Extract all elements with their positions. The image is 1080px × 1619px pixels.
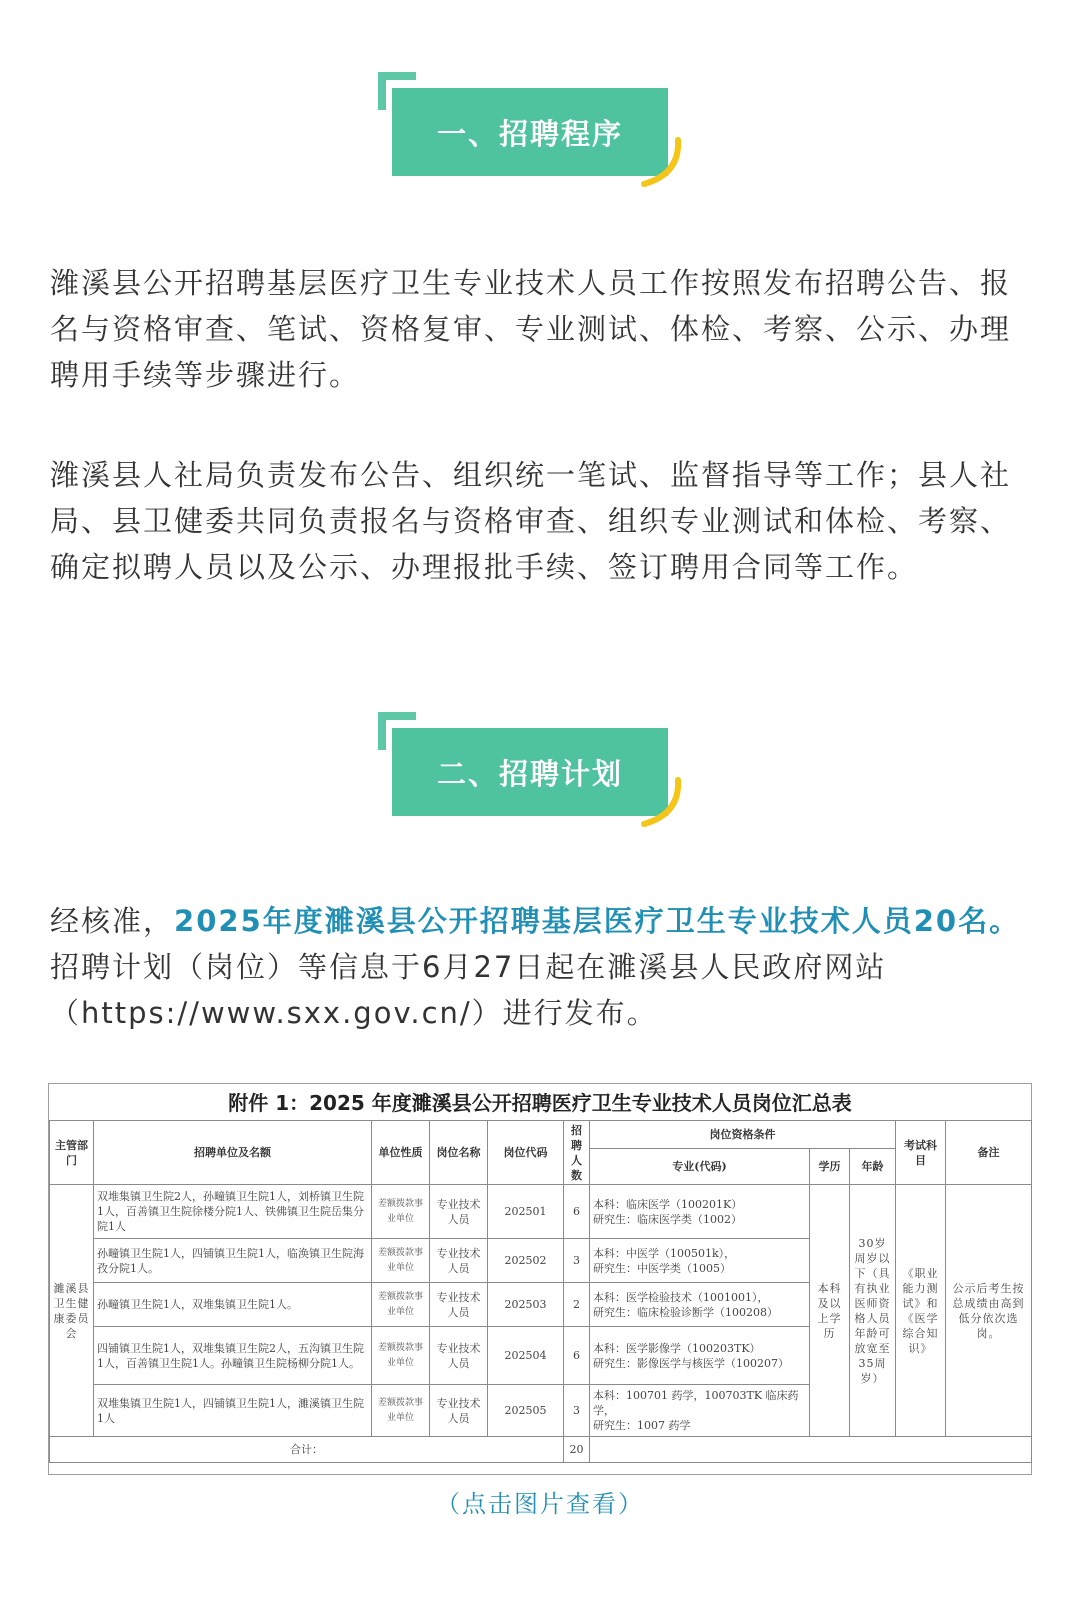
code-cell: 202501 — [488, 1185, 564, 1239]
nature-cell: 差额拨款事业单位 — [372, 1185, 430, 1239]
header-dept: 主管部门 — [50, 1121, 94, 1185]
paragraph-procedure: 潍溪县公开招聘基层医疗卫生专业技术人员工作按照发布招聘公告、报名与资格审查、笔试、资格复审、专业测试、体检、考察、公示、办理聘用手续等步骤进行。 — [50, 266, 1012, 392]
nature-cell: 差额拨款事业单位 — [372, 1327, 430, 1385]
table-title: 附件 1：2025 年度濉溪县公开招聘医疗卫生专业技术人员岗位汇总表 — [228, 1091, 852, 1115]
post-cell: 专业技术人员 — [430, 1239, 488, 1283]
post-cell: 专业技术人员 — [430, 1283, 488, 1327]
code-cell: 202502 — [488, 1239, 564, 1283]
post-cell: 专业技术人员 — [430, 1185, 488, 1239]
header-major: 专业(代码) — [590, 1149, 810, 1185]
note-cell: 公示后考生按总成绩由高到低分依次选岗。 — [946, 1185, 1032, 1437]
section-badge-2 — [378, 712, 698, 832]
plan-prefix: 经核准， — [50, 904, 175, 938]
nature-cell: 差额拨款事业单位 — [372, 1239, 430, 1283]
header-edu: 学历 — [810, 1149, 850, 1185]
age-cell: 30岁周岁以下（具有执业医师资格人员年龄可放宽至35周岁） — [850, 1185, 896, 1437]
header-age: 年龄 — [850, 1149, 896, 1185]
table-row — [50, 1185, 1032, 1239]
plan-highlight: 2025年度濉溪县公开招聘基层医疗卫生专业技术人员20名。 — [174, 904, 1021, 938]
header-exam: 考试科目 — [896, 1121, 946, 1185]
unit-cell: 孙疃镇卫生院1人，四铺镇卫生院1人，临涣镇卫生院海孜分院1人。 — [94, 1239, 372, 1283]
edu-cell: 本科及以上学历 — [810, 1185, 850, 1437]
count-cell: 6 — [564, 1327, 590, 1385]
unit-cell: 孙疃镇卫生院1人，双堆集镇卫生院1人。 — [94, 1283, 372, 1327]
header-qual: 岗位资格条件 — [590, 1121, 896, 1149]
unit-cell: 双堆集镇卫生院1人，四铺镇卫生院1人，濉溪镇卫生院1人 — [94, 1385, 372, 1437]
major-cell: 本科：中医学（100501k）， 研究生：中医学类（1005） — [590, 1239, 810, 1283]
recruitment-table-image[interactable] — [48, 1083, 1032, 1475]
paragraph-plan — [50, 898, 1034, 1036]
major-cell: 本科：医学检验技术（1001001）， 研究生：临床检验诊断学（100208） — [590, 1283, 810, 1327]
header-unit: 招聘单位及名额 — [94, 1121, 372, 1185]
major-cell: 本科：医学影像学（100203TK） 研究生：影像医学与核医学（100207） — [590, 1327, 810, 1385]
header-code: 岗位代码 — [488, 1121, 564, 1185]
badge-arc-decoration — [638, 774, 688, 830]
header-nature: 单位性质 — [372, 1121, 430, 1185]
total-value: 20 — [564, 1437, 590, 1463]
code-cell: 202505 — [488, 1385, 564, 1437]
exam-cell: 《职业能力测试》和《医学综合知识》 — [896, 1185, 946, 1437]
nature-cell: 差额拨款事业单位 — [372, 1385, 430, 1437]
section-title-2: 二、招聘计划 — [392, 728, 668, 816]
code-cell: 202503 — [488, 1283, 564, 1327]
view-image-caption[interactable]: （点击图片查看） — [436, 1490, 644, 1518]
unit-cell: 双堆集镇卫生院2人，孙疃镇卫生院1人，刘桥镇卫生院1人，百善镇卫生院徐楼分院1人、铁佛镇卫生院岳集分院1人 — [94, 1185, 372, 1239]
paragraph-responsibilities: 潍溪县人社局负责发布公告、组织统一笔试、监督指导等工作；县人社局、县卫健委共同负责报名与资格审查、组织专业测试和体检、考察、确定拟聘人员以及公示、办理报批手续、签订聘用合同等工作。 — [50, 458, 1012, 584]
count-cell: 3 — [564, 1385, 590, 1437]
post-cell: 专业技术人员 — [430, 1327, 488, 1385]
code-cell: 202504 — [488, 1327, 564, 1385]
section-badge-1 — [378, 72, 698, 192]
unit-cell: 四铺镇卫生院1人，双堆集镇卫生院2人，五沟镇卫生院1人，百善镇卫生院1人。孙疃镇卫生院杨柳分院1人。 — [94, 1327, 372, 1385]
header-post: 岗位名称 — [430, 1121, 488, 1185]
section-title-1: 一、招聘程序 — [392, 88, 668, 176]
header-count: 招聘人数 — [564, 1121, 590, 1185]
major-cell: 本科：100701 药学，100703TK 临床药学， 研究生：1007 药学 — [590, 1385, 810, 1437]
count-cell: 6 — [564, 1185, 590, 1239]
major-cell: 本科：临床医学（100201K） 研究生：临床医学类（1002） — [590, 1185, 810, 1239]
post-cell: 专业技术人员 — [430, 1385, 488, 1437]
dept-cell: 濉溪县卫生健康委员会 — [50, 1185, 94, 1437]
nature-cell: 差额拨款事业单位 — [372, 1283, 430, 1327]
total-label: 合计： — [50, 1437, 564, 1463]
plan-suffix: 招聘计划（岗位）等信息于6月27日起在濉溪县人民政府网站（https://www.sxx.gov.cn/）进行发布。 — [50, 950, 887, 1030]
total-row — [50, 1437, 1032, 1463]
badge-arc-decoration — [638, 134, 688, 190]
count-cell: 2 — [564, 1283, 590, 1327]
positions-table — [49, 1120, 1032, 1463]
header-note: 备注 — [946, 1121, 1032, 1185]
total-filler — [590, 1437, 1032, 1463]
count-cell: 3 — [564, 1239, 590, 1283]
